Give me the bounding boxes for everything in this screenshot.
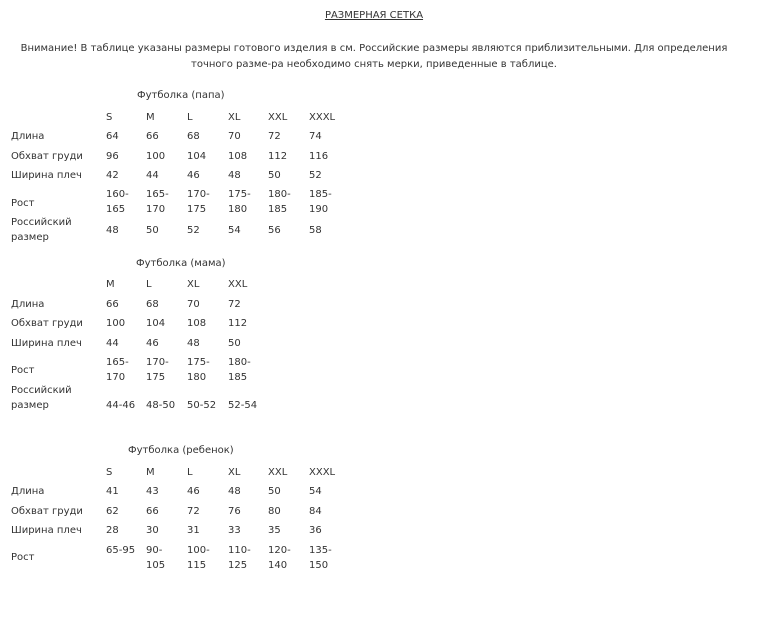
size-header-cell: L: [187, 112, 193, 123]
size-header-cell: L: [187, 467, 193, 478]
table-cell: 35: [268, 525, 281, 536]
row-label: Российский размер: [11, 385, 72, 411]
table-cell: 62: [106, 506, 119, 517]
table-cell: 180-185: [228, 357, 251, 383]
table-cell: 48: [228, 170, 241, 181]
table-cell: 66: [146, 506, 159, 517]
table-cell: 50: [268, 486, 281, 497]
table-cell: 41: [106, 486, 119, 497]
table-cell: 74: [309, 131, 322, 142]
table-cell: 72: [187, 506, 200, 517]
row-label: Ширина плеч: [11, 170, 82, 181]
page-title: РАЗМЕРНАЯ СЕТКА: [324, 10, 424, 21]
table-cell: 46: [187, 170, 200, 181]
table-caption: Футболка (папа): [137, 90, 225, 101]
row-label: Длина: [11, 486, 45, 497]
table-cell: 96: [106, 151, 119, 162]
row-label: Рост: [11, 365, 35, 376]
table-cell: 50-52: [187, 400, 217, 411]
table-cell: 76: [228, 506, 241, 517]
table-cell: 175-180: [187, 357, 210, 383]
table-cell: 28: [106, 525, 119, 536]
table-cell: 112: [228, 318, 248, 329]
size-header-cell: XXL: [228, 279, 248, 290]
table-cell: 120-140: [268, 545, 291, 571]
table-cell: 50: [146, 225, 159, 236]
table-cell: 44: [146, 170, 159, 181]
table-cell: 33: [228, 525, 241, 536]
table-cell: 46: [146, 338, 159, 349]
table-cell: 135-150: [309, 545, 332, 571]
table-cell: 42: [106, 170, 119, 181]
table-cell: 31: [187, 525, 200, 536]
size-header-cell: XL: [228, 112, 241, 123]
table-cell: 100: [106, 318, 126, 329]
notice-text: Внимание! В таблице указаны размеры готового изделия в см. Российские размеры являются приблизительными. Для определения точного разме-ра необходимо снять мерки, приведенные в таблице.: [20, 43, 728, 70]
size-header-cell: M: [106, 279, 115, 290]
table-cell: 48: [187, 338, 200, 349]
table-cell: 100-115: [187, 545, 210, 571]
table-cell: 108: [228, 151, 248, 162]
table-cell: 165-170: [146, 189, 169, 215]
row-label: Длина: [11, 299, 45, 310]
table-cell: 104: [146, 318, 166, 329]
table-cell: 52-54: [228, 400, 258, 411]
table-cell: 165-170: [106, 357, 129, 383]
table-caption: Футболка (мама): [136, 258, 226, 269]
table-cell: 108: [187, 318, 207, 329]
table-cell: 56: [268, 225, 281, 236]
size-header-cell: M: [146, 467, 155, 478]
size-header-cell: S: [106, 467, 113, 478]
table-cell: 52: [309, 170, 322, 181]
table-cell: 84: [309, 506, 322, 517]
size-header-cell: M: [146, 112, 155, 123]
row-label: Обхват груди: [11, 318, 83, 329]
table-cell: 65-95: [106, 545, 136, 556]
table-cell: 104: [187, 151, 207, 162]
size-header-cell: XXL: [268, 112, 288, 123]
row-label: Ширина плеч: [11, 338, 82, 349]
table-cell: 50: [228, 338, 241, 349]
table-cell: 112: [268, 151, 288, 162]
size-header-cell: XXXL: [309, 467, 336, 478]
table-cell: 30: [146, 525, 159, 536]
table-cell: 58: [309, 225, 322, 236]
size-header-cell: L: [146, 279, 152, 290]
table-cell: 110-125: [228, 545, 251, 571]
table-cell: 180-185: [268, 189, 291, 215]
size-header-cell: S: [106, 112, 113, 123]
size-header-cell: XXXL: [309, 112, 336, 123]
size-header-cell: XL: [187, 279, 200, 290]
table-cell: 90-105: [146, 545, 166, 571]
table-cell: 72: [228, 299, 241, 310]
table-cell: 46: [187, 486, 200, 497]
table-cell: 68: [187, 131, 200, 142]
table-cell: 160-165: [106, 189, 129, 215]
table-cell: 50: [268, 170, 281, 181]
row-label: Обхват груди: [11, 151, 83, 162]
row-label: Российский размер: [11, 217, 72, 243]
row-label: Обхват груди: [11, 506, 83, 517]
table-cell: 80: [268, 506, 281, 517]
table-cell: 52: [187, 225, 200, 236]
table-cell: 185-190: [309, 189, 332, 215]
table-cell: 48: [106, 225, 119, 236]
table-cell: 66: [146, 131, 159, 142]
table-cell: 100: [146, 151, 166, 162]
table-cell: 70: [228, 131, 241, 142]
table-cell: 64: [106, 131, 119, 142]
table-cell: 36: [309, 525, 322, 536]
table-cell: 175-180: [228, 189, 251, 215]
table-cell: 116: [309, 151, 329, 162]
table-cell: 43: [146, 486, 159, 497]
table-cell: 68: [146, 299, 159, 310]
table-cell: 70: [187, 299, 200, 310]
table-cell: 44: [106, 338, 119, 349]
table-cell: 44-46: [106, 400, 136, 411]
row-label: Ширина плеч: [11, 525, 82, 536]
table-cell: 170-175: [187, 189, 210, 215]
table-cell: 170-175: [146, 357, 169, 383]
table-cell: 66: [106, 299, 119, 310]
row-label: Рост: [11, 198, 35, 209]
size-header-cell: XL: [228, 467, 241, 478]
row-label: Длина: [11, 131, 45, 142]
table-cell: 72: [268, 131, 281, 142]
table-cell: 48-50: [146, 400, 176, 411]
table-caption: Футболка (ребенок): [128, 445, 234, 456]
table-cell: 54: [309, 486, 322, 497]
row-label: Рост: [11, 552, 35, 563]
table-cell: 48: [228, 486, 241, 497]
size-header-cell: XXL: [268, 467, 288, 478]
table-cell: 54: [228, 225, 241, 236]
